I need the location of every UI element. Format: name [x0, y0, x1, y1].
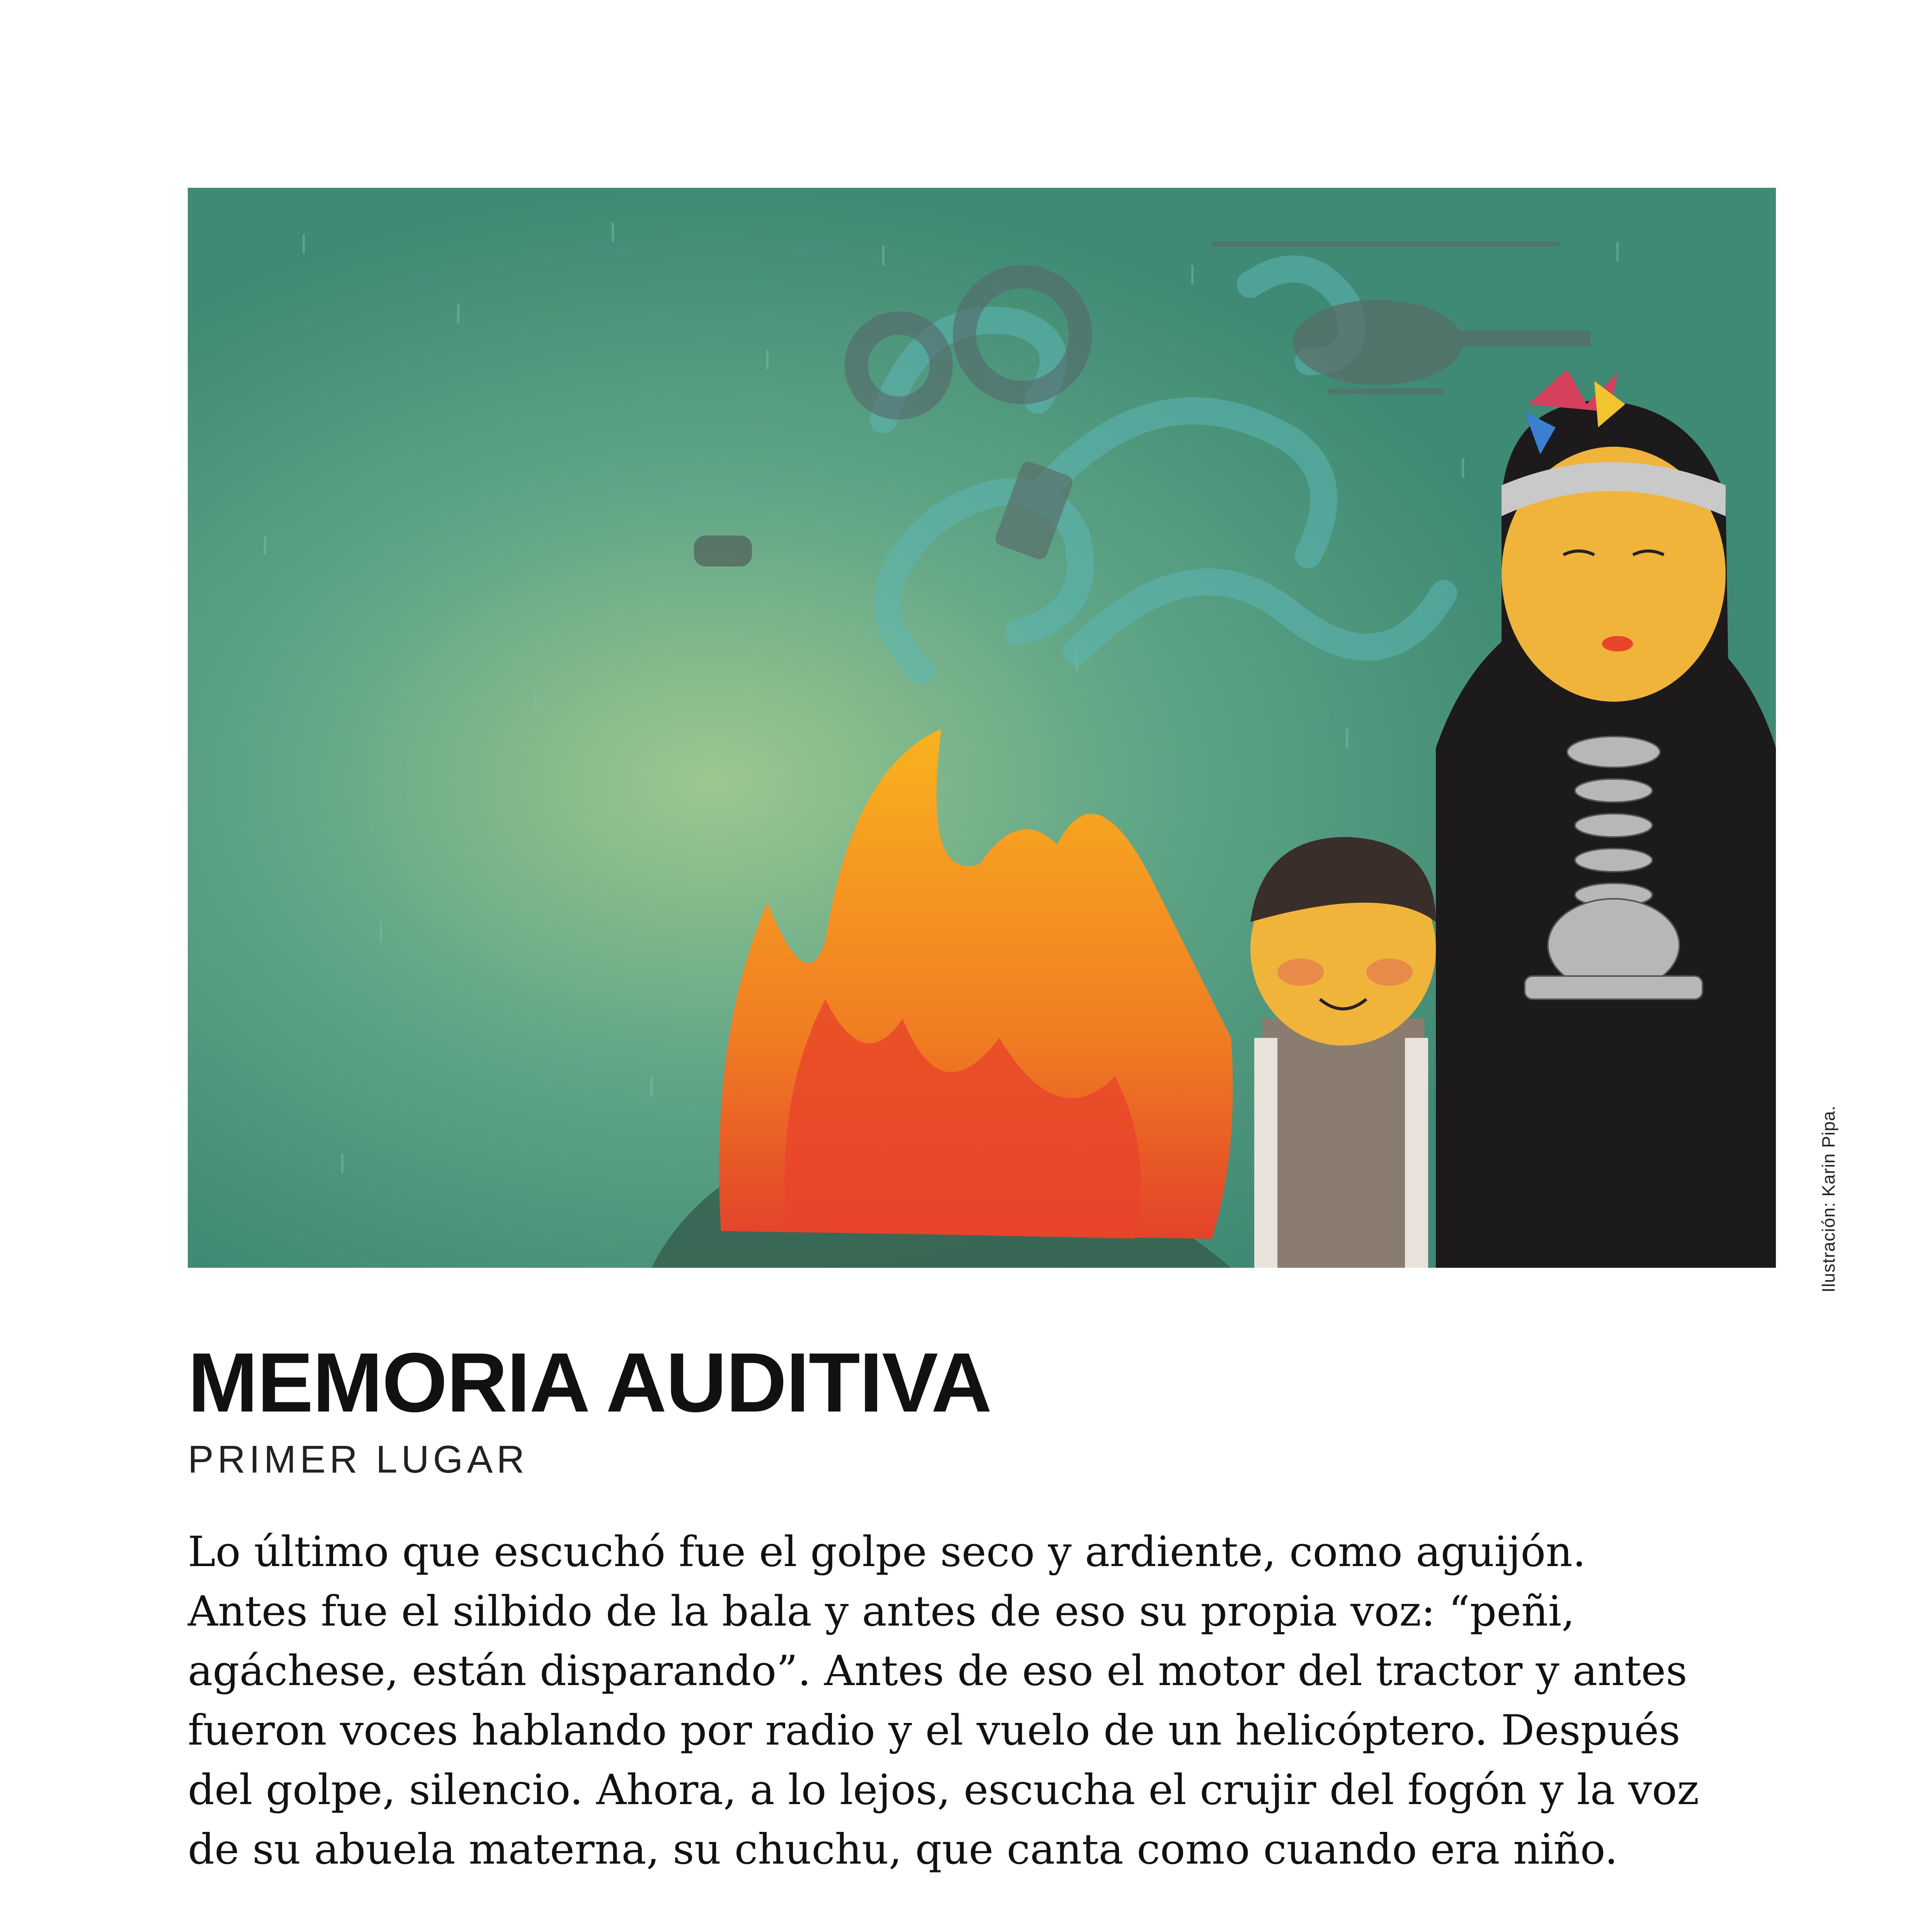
bullet-silhouette [694, 536, 752, 566]
story-line: Lo último que escuchó fue el golpe seco y ardiente, como aguijón. [188, 1528, 1586, 1576]
story-line: de su abuela materna, su chuchu, que canta como cuando era niño. [188, 1825, 1618, 1874]
illustration-credit: Ilustración: Karin Pipa. [1818, 1105, 1838, 1293]
award-subtitle: PRIMER LUGAR [188, 1438, 529, 1481]
story-text [188, 1522, 1772, 1879]
story-illustration [188, 188, 1776, 1268]
story-line: fueron voces hablando por radio y el vuelo de un helicóptero. Después [188, 1706, 1680, 1755]
story-line: del golpe, silencio. Ahora, a lo lejos, escucha el crujir del fogón y la voz [188, 1766, 1699, 1814]
story-line: Antes fue el silbido de la bala y antes de eso su propia voz: “peñi, [188, 1587, 1575, 1636]
child-figure [1250, 837, 1436, 1268]
story-line: agáchese, están disparando”. Antes de eso el motor del tractor y antes [188, 1647, 1687, 1695]
story-title: MEMORIA AUDITIVA [188, 1336, 992, 1430]
